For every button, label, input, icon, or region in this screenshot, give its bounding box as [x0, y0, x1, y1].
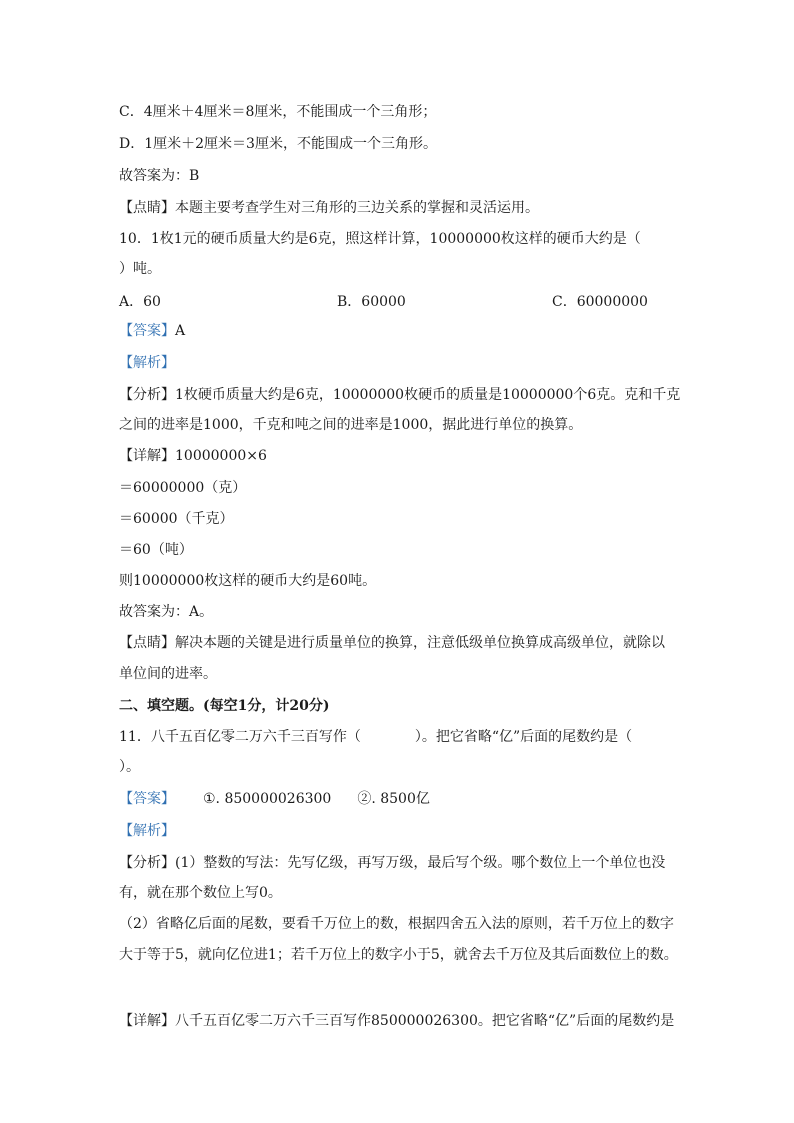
answer-tag: 【答案】	[119, 791, 175, 807]
q11-fenxi-line4: 大于等于5，就向亿位进1；若千万位上的数字小于5，就舍去千万位及其后面数位上的数。	[119, 947, 678, 963]
q11-fenxi-line3: （2）省略亿后面的尾数，要看千万位上的数，根据四舍五入法的原则，若千万位上的数字	[119, 916, 674, 932]
q10-comment-line2: 单位间的进率。	[119, 666, 217, 682]
q10-option-b: B．60000	[337, 294, 406, 310]
comment-text: 本题主要考查学生对三角形的三边关系的掌握和灵活运用。	[175, 200, 539, 216]
q10-detail-line1	[119, 446, 267, 466]
q11-answer	[119, 789, 430, 809]
q10-stem-line1: 10．1枚1元的硬币质量大约是6克，照这样计算，10000000枚这样的硬币大约是（	[119, 231, 641, 247]
q10-answer	[119, 321, 185, 341]
q11-stem-part1: 11．八千五百亿零二万六千三百写作（	[119, 729, 361, 745]
q9-option-d: D．1厘米＋2厘米＝3厘米，不能围成一个三角形。	[119, 136, 437, 152]
answer-value: A	[175, 323, 186, 339]
detail-tag: 【详解】	[119, 1013, 175, 1029]
q10-analysis-tag: 【解析】	[119, 355, 175, 371]
q11-stem-line1	[119, 727, 632, 747]
fenxi-tag: 【分析】	[119, 387, 175, 403]
q10-stem-line2: ）吨。	[119, 261, 161, 277]
detail-text: 八千五百亿零二万六千三百写作850000026300。把它省略“亿”后面的尾数约是	[175, 1013, 675, 1029]
q10-option-a: A．60	[119, 294, 161, 310]
q10-option-c: C．60000000	[552, 294, 648, 310]
q9-answer-line: 故答案为：B	[119, 168, 200, 184]
detail-tag: 【详解】	[119, 448, 175, 464]
q11-fenxi-line1	[119, 853, 665, 873]
q10-detail-line4: ＝60（吨）	[119, 542, 193, 558]
comment-tag: 【点睛】	[119, 200, 175, 216]
q9-option-c: C．4厘米＋4厘米＝8厘米，不能围成一个三角形；	[119, 104, 437, 120]
q11-analysis-tag: 【解析】	[119, 823, 175, 839]
section-heading: 二、填空题。(每空1分，计20分)	[119, 698, 330, 714]
q10-detail-line2: ＝60000000（克）	[119, 480, 247, 496]
q10-fenxi-line1	[119, 385, 680, 405]
q10-comment-line1	[119, 633, 665, 653]
q10-detail-line5: 则10000000枚这样的硬币大约是60吨。	[119, 573, 377, 589]
fenxi-text: (1）整数的写法：先写亿级，再写万级，最后写个级。哪个数位上一个单位也没	[175, 855, 666, 871]
fenxi-text: 1枚硬币质量大约是6克，10000000枚硬币的质量是10000000个6克。克和千克	[175, 387, 681, 403]
q9-comment	[119, 198, 539, 218]
detail-text: 10000000×6	[175, 448, 267, 464]
q10-options	[119, 292, 679, 312]
q11-stem-line2: ）。	[119, 759, 140, 775]
q10-conclusion: 故答案为：A。	[119, 604, 214, 620]
q11-fenxi-line2: 有，就在那个数位上写0。	[119, 885, 282, 901]
answer-value-2: ②. 8500亿	[357, 791, 430, 807]
answer-tag: 【答案】	[119, 323, 175, 339]
q11-stem-part2: ）。把它省略“亿”后面的尾数约是（	[414, 729, 633, 745]
q10-detail-line3: ＝60000（千克）	[119, 511, 234, 527]
fenxi-tag: 【分析】	[119, 855, 175, 871]
comment-tag: 【点睛】	[119, 635, 175, 651]
q10-fenxi-line2: 之间的进率是1000，千克和吨之间的进率是1000，据此进行单位的换算。	[119, 417, 583, 433]
q11-detail-line1	[119, 1011, 674, 1031]
comment-text: 解决本题的关键是进行质量单位的换算，注意低级单位换算成高级单位，就除以	[175, 635, 665, 651]
answer-value-1: ①. 850000026300	[203, 791, 332, 807]
